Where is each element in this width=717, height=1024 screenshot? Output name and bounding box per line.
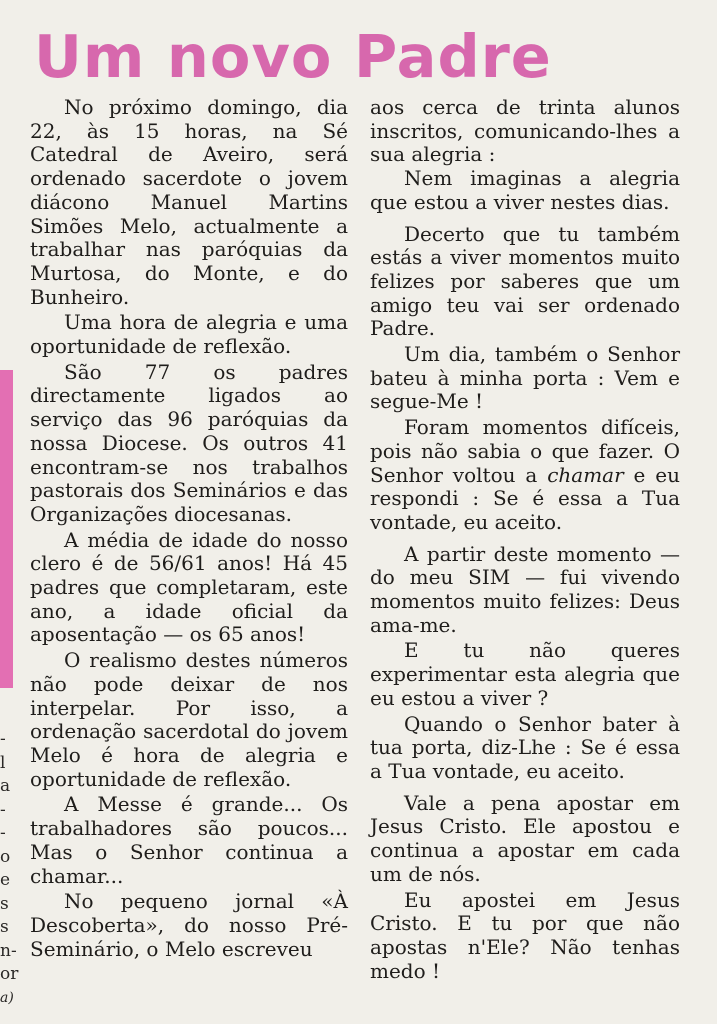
right-column bbox=[370, 96, 680, 983]
text-run: e eu respondi : Se é essa a Tua vontade, eu aceito. bbox=[370, 462, 680, 534]
paragraph: A partir deste momento — do meu SIM — fui vivendo momentos muito felizes: Deus ama-me. bbox=[370, 541, 680, 637]
paragraph: São 77 os padres directamente ligados ao serviço das 96 paróquias da nossa Diocese. Os outros 41 encontram-se nos trabalhos pastorais dos Seminários e das Organizações diocesanas. bbox=[30, 359, 348, 526]
paragraph: A média de idade do nosso clero é de 56/61 anos! Há 45 padres que completaram, este ano, a idade oficial da aposentação — os 65 anos! bbox=[30, 527, 348, 647]
paragraph: O realismo destes números não pode deixar de nos interpelar. Por isso, a ordenação sacerdotal do jovem Melo é hora de alegria e oportunidade de reflexão. bbox=[30, 648, 348, 791]
fragment: a) bbox=[0, 989, 14, 1006]
fragment: o bbox=[0, 846, 11, 867]
paragraph: Nem imaginas a alegria que estou a viver nestes dias. bbox=[370, 166, 680, 214]
paragraph: Quando o Senhor bater à tua porta, diz-Lhe : Se é essa a Tua vontade, eu aceito. bbox=[370, 711, 680, 783]
paragraph: aos cerca de trinta alunos inscritos, comunicando-lhes a sua alegria : bbox=[370, 95, 680, 167]
fragment: s bbox=[0, 893, 9, 914]
emphasis-chamar: chamar bbox=[547, 462, 624, 487]
fragment: - bbox=[0, 799, 6, 820]
paragraph: Eu apostei em Jesus Cristo. E tu por que não apostas n'Ele? Não tenhas medo ! bbox=[370, 887, 680, 983]
paragraph: Uma hora de alegria e uma oportunidade de reflexão. bbox=[30, 310, 348, 359]
left-column bbox=[30, 96, 348, 961]
pink-accent-bar bbox=[0, 370, 13, 688]
fragment: n- bbox=[0, 940, 17, 961]
fragment: l bbox=[0, 752, 6, 773]
paragraph bbox=[370, 416, 680, 535]
paragraph: E tu não queres experimentar esta alegria que eu estou a viver ? bbox=[370, 638, 680, 710]
adjacent-column-fragments bbox=[0, 728, 19, 1010]
headline: Um novo Padre bbox=[34, 22, 552, 91]
fragment: a bbox=[0, 776, 11, 796]
paragraph: Um dia, também o Senhor bateu à minha porta : Vem e segue-Me ! bbox=[370, 342, 680, 414]
paragraph: Decerto que tu também estás a viver momentos muito felizes por saberes que um amigo teu vai ser ordenado Padre. bbox=[370, 221, 680, 341]
fragment: - bbox=[0, 729, 6, 749]
fragment: e bbox=[0, 870, 11, 890]
paragraph: Vale a pena apostar em Jesus Cristo. Ele apostou e continua a apostar em cada um de nós. bbox=[370, 790, 680, 886]
text-run: Foram momentos difíceis, pois não sabia o que fazer. O Senhor voltou a bbox=[370, 415, 680, 487]
paragraph: No pequeno jornal «À Descoberta», do nosso Pré-Seminário, o Melo escreveu bbox=[30, 889, 348, 961]
paragraph: A Messe é grande... Os trabalhadores são poucos... Mas o Senhor continua a chamar... bbox=[30, 792, 348, 888]
fragment: s bbox=[0, 917, 9, 937]
fragment: or bbox=[0, 964, 19, 984]
fragment: - bbox=[0, 823, 6, 843]
paragraph: No próximo domingo, dia 22, às 15 horas, na Sé Catedral de Aveiro, será ordenado sacerdote o jovem diácono Manuel Martins Simões Melo, actualmente a trabalhar nas paróquias da Murtosa, do Monte, e do Bunheiro. bbox=[30, 95, 348, 309]
